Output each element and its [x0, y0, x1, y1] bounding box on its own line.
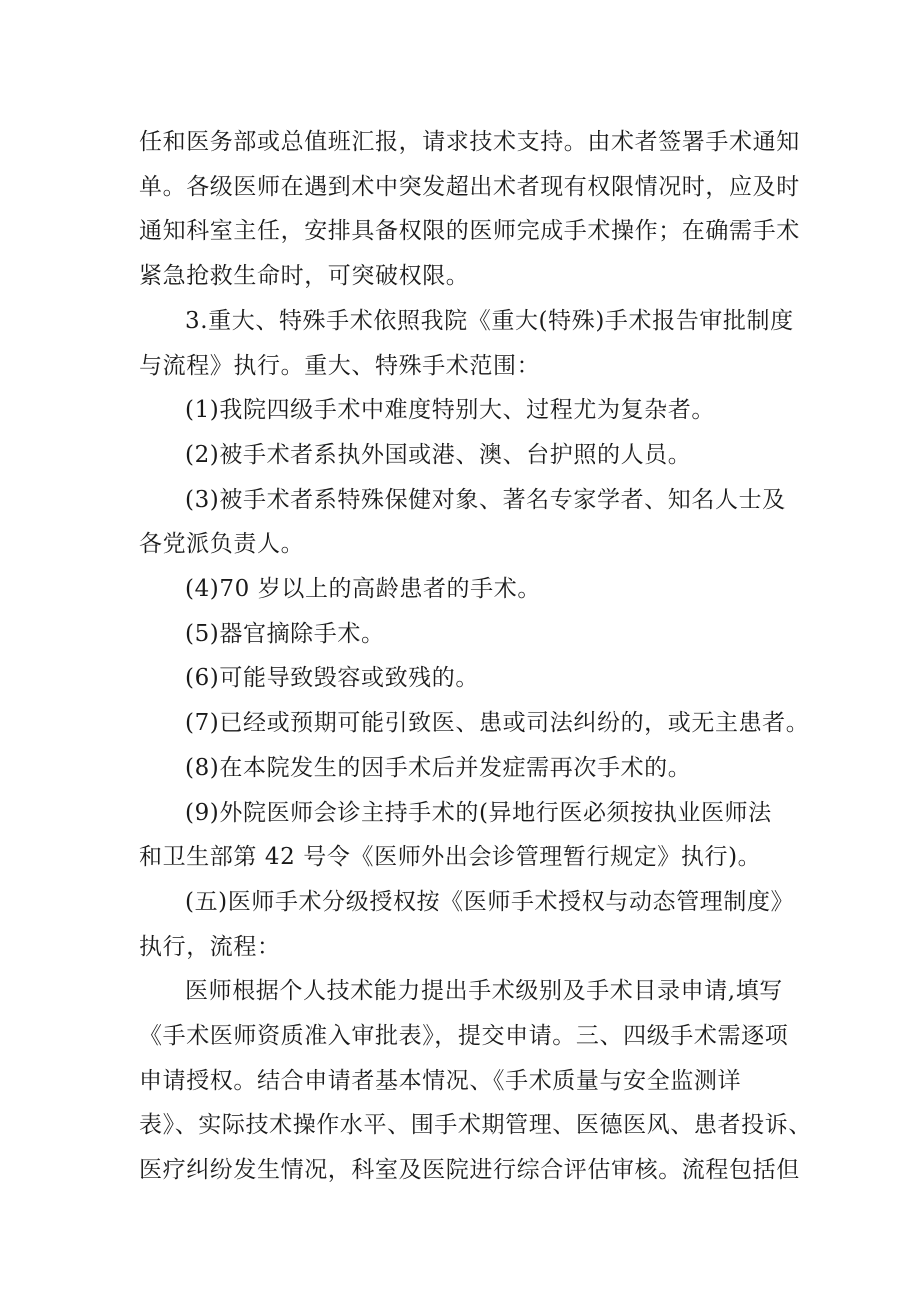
paragraph-major-surgery	[139, 299, 801, 388]
text-line: 表》、实际技术操作水平、围手术期管理、医德医风、患者投诉、	[139, 1112, 812, 1139]
list-item-2	[139, 433, 801, 478]
text-line: (五)医师手术分级授权按《医师手术授权与动态管理制度》	[185, 888, 795, 915]
text-line: 紧急抢救生命时，可突破权限。	[139, 263, 470, 290]
text-line: 《手术医师资质准入审批表》，提交申请。三、四级手术需逐项	[139, 1023, 789, 1050]
text-line: 单。各级医师在遇到术中突发超出术者现有权限情况时，应及时	[139, 173, 800, 200]
text-line: 3.重大、特殊手术依照我院《重大(特殊)手术报告审批制度	[185, 307, 794, 334]
list-item-8	[139, 746, 801, 791]
text-line: 和卫生部第 42 号令《医师外出会诊管理暂行规定》执行)。	[139, 844, 762, 871]
text-line: 申请授权。结合申请者基本情况、《手术质量与安全监测详	[139, 1067, 742, 1094]
text-line: (7)已经或预期可能引致医、患或司法纠纷的，或无主患者。	[185, 710, 810, 737]
paragraph-continuation	[139, 120, 801, 299]
text-line: 通知科室主任，安排具备权限的医师完成手术操作；在确需手术	[139, 218, 800, 245]
list-item-6	[139, 656, 801, 701]
text-line: (3)被手术者系特殊保健对象、著名专家学者、知名人士及	[185, 486, 786, 513]
text-line: 各党派负责人。	[139, 531, 305, 558]
text-line: (8)在本院发生的因手术后并发症需再次手术的。	[185, 754, 692, 781]
text-line: (6)可能导致毁容或致残的。	[185, 665, 479, 692]
text-line: (1)我院四级手术中难度特别大、过程尤为复杂者。	[185, 397, 715, 424]
text-line: 医师根据个人技术能力提出手术级别及手术目录申请,填写	[185, 978, 783, 1005]
text-line: (4)70 岁以上的高龄患者的手术。	[185, 576, 541, 603]
list-item-4	[139, 567, 801, 612]
list-item-5	[139, 612, 801, 657]
document-body	[139, 120, 812, 1193]
paragraph-authorization	[139, 880, 801, 969]
text-line: 任和医务部或总值班汇报，请求技术支持。由术者签署手术通知	[139, 129, 800, 155]
text-line: 执行，流程：	[139, 933, 281, 960]
list-item-1	[139, 388, 801, 433]
list-item-7	[139, 701, 810, 746]
list-item-3	[139, 478, 801, 567]
paragraph-process	[139, 969, 812, 1193]
text-line: (2)被手术者系执外国或港、澳、台护照的人员。	[185, 441, 692, 468]
text-line: 医疗纠纷发生情况，科室及医院进行综合评估审核。流程包括但	[139, 1157, 800, 1184]
text-line: (5)器官摘除手术。	[185, 620, 385, 647]
text-line: (9)外院医师会诊主持手术的(异地行医必须按执业医师法	[185, 799, 772, 826]
list-item-9	[139, 791, 801, 880]
text-line: 与流程》执行。重大、特殊手术范围：	[139, 352, 541, 379]
